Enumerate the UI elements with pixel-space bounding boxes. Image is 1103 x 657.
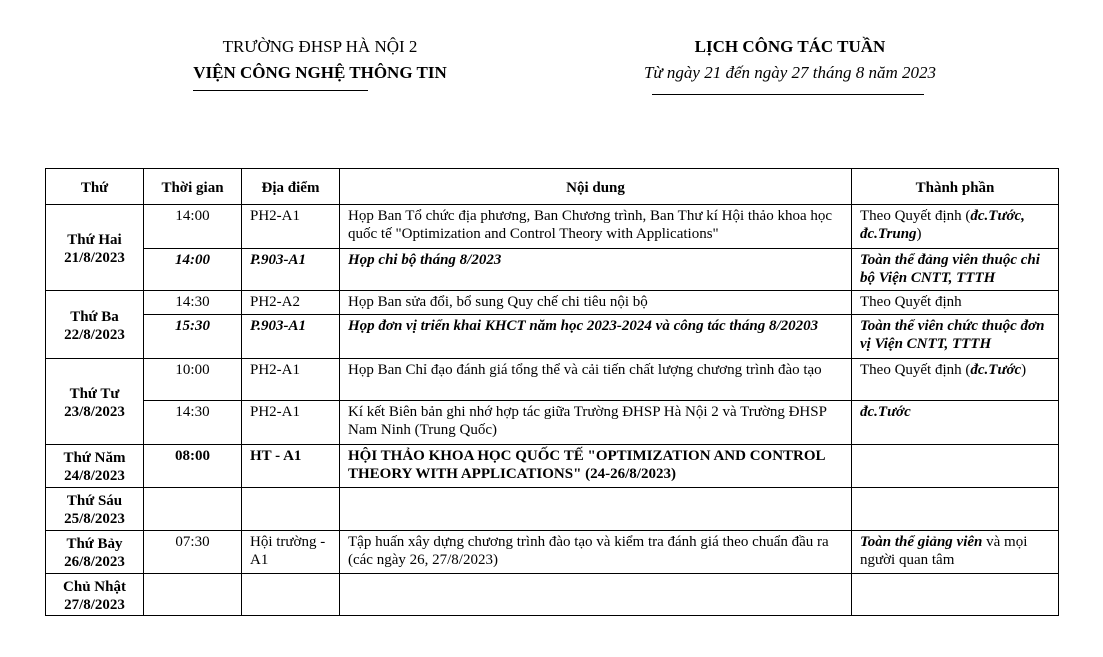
members-cell: Theo Quyết định [852,291,1059,315]
content-cell: Kí kết Biên bản ghi nhớ hợp tác giữa Trường ĐHSP Hà Nội 2 và Trường ĐHSP Nam Ninh (Trung Quốc) [340,401,852,445]
day-name: Thứ Sáu [66,493,123,509]
members-cell [852,445,1059,488]
day-name: Chủ Nhật [63,578,126,595]
day-name: Thứ Tư [69,385,120,402]
time-cell: 14:30 [144,401,242,445]
members-cell [852,359,1059,401]
content-cell: Họp Ban Tổ chức địa phương, Ban Chương trình, Ban Thư kí Hội thảo khoa học quốc tế "Optimization and Control Theory with Applications" [340,205,852,249]
table-row [46,359,1059,401]
day-date: 24/8/2023 [64,468,125,484]
day-date: 25/8/2023 [64,511,125,527]
content-cell: Họp Ban sửa đổi, bổ sung Quy chế chi tiêu nội bộ [340,291,852,315]
table-row [46,531,1059,574]
members-cell [852,531,1059,574]
day-cell-thu [46,445,144,488]
col-header-place: Địa điểm [242,169,340,205]
place-cell: HT - A1 [242,445,340,488]
place-cell: PH2-A1 [242,359,340,401]
col-header-time: Thời gian [144,169,242,205]
day-date: 27/8/2023 [64,596,125,613]
day-cell-fri [46,488,144,531]
members-suffix: ) [1021,362,1027,378]
table-row [46,205,1059,249]
content-cell: Họp đơn vị triển khai KHCT năm học 2023-2024 và công tác tháng 8/20203 [340,315,852,359]
table-row [46,445,1059,488]
day-cell-wed [46,359,144,445]
col-header-day: Thứ [46,169,144,205]
day-cell-sat [46,531,144,574]
day-cell-mon [46,205,144,291]
day-date: 23/8/2023 [64,403,125,420]
time-cell: 14:30 [144,291,242,315]
members-cell: Toàn thể đảng viên thuộc chi bộ Viện CNTT, TTTH [852,249,1059,291]
institute-name: VIỆN CÔNG NGHỆ THÔNG TIN [193,63,447,82]
content-cell: HỘI THẢO KHOA HỌC QUỐC TẾ "OPTIMIZATION AND CONTROL THEORY WITH APPLICATIONS" (24-26/8/2023) [340,445,852,488]
content-cell [340,488,852,531]
day-cell-sun [46,574,144,616]
table-row [46,488,1059,531]
content-cell [340,574,852,616]
time-cell [144,488,242,531]
day-name: Thứ Bảy [66,536,123,552]
place-cell: PH2-A1 [242,205,340,249]
members-bold: đc.Tước, đc.Trung [860,208,1025,242]
col-header-content: Nội dung [340,169,852,205]
time-cell: 15:30 [144,315,242,359]
content-cell: Họp Ban Chỉ đạo đánh giá tổng thể và cải tiến chất lượng chương trình đào tạo [340,359,852,401]
col-header-members: Thành phần [852,169,1059,205]
members-cell: đc.Tước [852,401,1059,445]
content-cell: Họp chi bộ tháng 8/2023 [340,249,852,291]
time-cell: 08:00 [144,445,242,488]
members-cell [852,488,1059,531]
place-cell: Hội trường - A1 [242,531,340,574]
place-cell: PH2-A2 [242,291,340,315]
members-text: Theo Quyết định ( [860,362,971,378]
content-cell: Tập huấn xây dựng chương trình đào tạo và kiểm tra đánh giá theo chuẩn đầu ra (các ngày 26, 27/8/2023) [340,531,852,574]
schedule-table [45,168,1059,616]
table-row [46,401,1059,445]
members-bold: đc.Tước [970,362,1022,378]
table-row [46,291,1059,315]
header-left [100,34,540,86]
day-date: 26/8/2023 [64,554,125,570]
time-cell: 10:00 [144,359,242,401]
members-text: Theo Quyết định ( [860,208,971,224]
day-name: Thứ Hai [67,231,122,248]
members-suffix: và mọi người quan tâm [860,534,1028,568]
time-cell: 14:00 [144,249,242,291]
school-name: TRƯỜNG ĐHSP HÀ NỘI 2 [222,37,418,56]
time-cell: 14:00 [144,205,242,249]
header-right [560,34,1020,86]
day-date: 22/8/2023 [64,326,125,343]
place-cell: P.903-A1 [242,315,340,359]
table-header-row [46,169,1059,205]
members-cell [852,205,1059,249]
members-bold: Toàn thể giảng viên [860,534,983,550]
table-row [46,574,1059,616]
date-underline [652,94,924,95]
time-cell [144,574,242,616]
day-name: Thứ Năm [63,450,126,466]
place-cell: P.903-A1 [242,249,340,291]
members-suffix: ) [916,226,922,242]
members-cell: Toàn thể viên chức thuộc đơn vị Viện CNTT, TTTH [852,315,1059,359]
institute-underline [193,90,368,91]
day-name: Thứ Ba [70,308,119,325]
document-title: LỊCH CÔNG TÁC TUẦN [694,37,886,56]
date-range: Từ ngày 21 đến ngày 27 tháng 8 năm 2023 [643,63,937,82]
table-row [46,315,1059,359]
place-cell [242,574,340,616]
time-cell: 07:30 [144,531,242,574]
place-cell: PH2-A1 [242,401,340,445]
day-cell-tue [46,291,144,359]
day-date: 21/8/2023 [64,249,125,266]
members-cell [852,574,1059,616]
place-cell [242,488,340,531]
table-row [46,249,1059,291]
